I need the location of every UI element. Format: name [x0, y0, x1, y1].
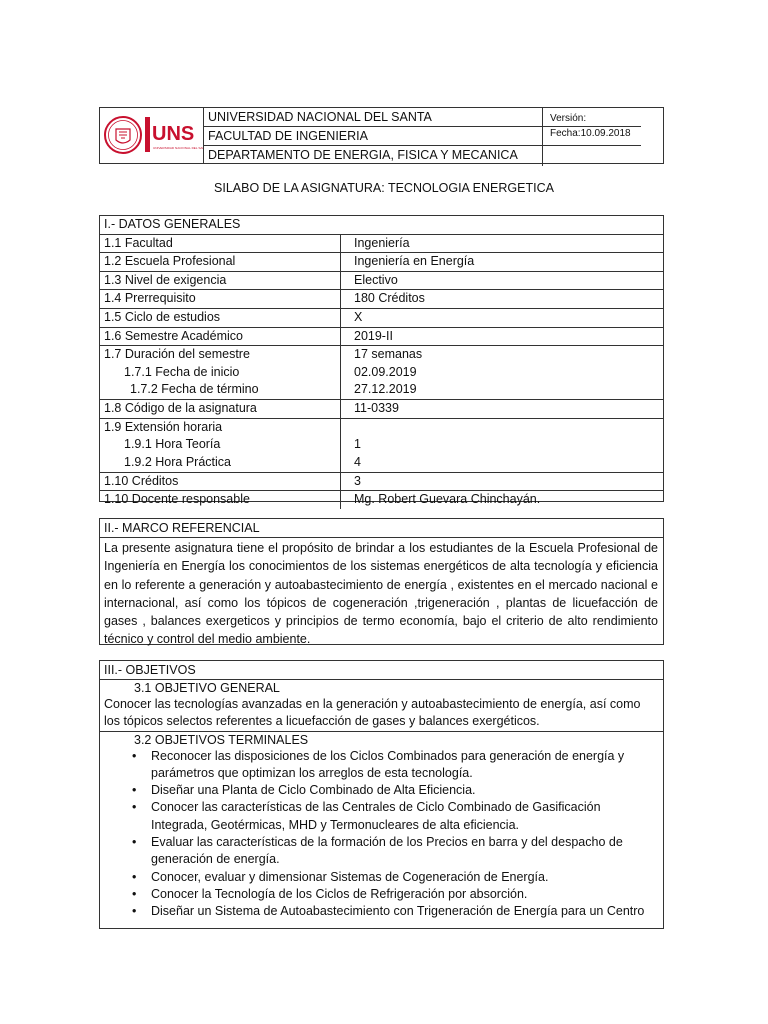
row-value: X [354, 309, 363, 324]
duration-label: 1.7 Duración del semestre [104, 347, 250, 362]
row-value: Electivo [354, 272, 398, 287]
table-row [100, 253, 663, 272]
objetivos-section [99, 660, 664, 929]
section-heading: I.- DATOS GENERALES [100, 216, 663, 235]
objectives-list [100, 748, 663, 921]
table-row [100, 473, 663, 492]
list-item: • Conocer, evaluar y dimensionar Sistemas de Cogeneración de Energía. [151, 869, 663, 886]
svg-text:UNS: UNS [152, 123, 195, 145]
general-data-table [99, 215, 664, 507]
list-item: • Diseñar una Planta de Ciclo Combinado de Alta Eficiencia. [151, 782, 663, 799]
general-objective-text: Conocer las tecnologías avanzadas en la generación y autoabastecimiento de energía, así como los tópicos selectos referentes a licuefacción de gases y balances exergéticos. [104, 697, 641, 729]
theory-hours-label: 1.9.1 Hora Teoría [124, 437, 221, 452]
table-row [100, 328, 663, 347]
start-date-value: 02.09.2019 [354, 364, 417, 379]
svg-text:UNIVERSIDAD NACIONAL DEL SANTA: UNIVERSIDAD NACIONAL DEL SANTA [153, 146, 203, 150]
version-label: Versión: [550, 113, 587, 124]
list-item: • Reconocer las disposiciones de los Ciclos Combinados para generación de energía y parámetros que optimizan los arreglos de esta tecnología. [132, 748, 625, 780]
bullet-icon: • [132, 783, 137, 798]
bullet-icon: • [132, 869, 137, 884]
row-label: 1.10 Créditos [100, 473, 341, 491]
list-item: • Conocer las características de las Centrales de Ciclo Combinado de Gasificación Integrada, Geotérmicas, MHD y Termonucleares de alta eficiencia. [132, 800, 601, 832]
row-value: 11-0339 [354, 401, 399, 416]
row-value [346, 346, 663, 399]
table-row [100, 419, 663, 473]
bullet-icon: • [132, 904, 137, 919]
marco-referencial-section [99, 518, 664, 645]
row-value: 2019-II [354, 328, 393, 343]
hours-label: 1.9 Extensión horaria [104, 419, 223, 434]
start-date-label: 1.7.1 Fecha de inicio [124, 364, 240, 379]
row-label: 1.1 Facultad [100, 235, 341, 253]
bullet-icon: • [132, 748, 137, 763]
row-label [100, 346, 341, 399]
uns-seal-icon [100, 108, 203, 163]
version-block [542, 108, 663, 166]
date-label: Fecha:10.09.2018 [550, 128, 631, 139]
theory-hours-value: 1 [354, 437, 361, 452]
row-label: 1.4 Prerrequisito [100, 290, 341, 308]
table-row [100, 491, 663, 509]
duration-value: 17 semanas [354, 347, 423, 362]
department-name: DEPARTAMENTO DE ENERGIA, FISICA Y MECANICA [208, 148, 518, 162]
row-value: 180 Créditos [354, 291, 425, 306]
practice-hours-value: 4 [354, 454, 361, 469]
bullet-icon: • [132, 800, 137, 815]
row-value [346, 419, 663, 472]
row-value: Ingeniería [354, 235, 410, 250]
row-label: 1.2 Escuela Profesional [100, 253, 341, 271]
practice-hours-label: 1.9.2 Hora Práctica [124, 454, 231, 469]
table-row [100, 309, 663, 328]
end-date-label: 1.7.2 Fecha de término [130, 382, 259, 397]
row-label [100, 419, 341, 472]
table-row [100, 346, 663, 400]
university-logo [100, 108, 204, 163]
table-row [100, 272, 663, 291]
end-date-value: 27.12.2019 [354, 382, 417, 397]
table-row [100, 400, 663, 419]
university-name: UNIVERSIDAD NACIONAL DEL SANTA [204, 108, 641, 127]
section-paragraph: La presente asignatura tiene el propósito de brindar a los estudiantes de la Escuela Profesional de Ingeniería en Energía los conocimientos de los sistemas energéticos de alta tecnología y eficiencia en lo referente a generación y autoabastecimiento de energía , existentes en el mercado nacional e internacional, así como los tópicos de cogeneración ,trigeneración , plantas de licuefacción de gases , balances exergeticos y principios de termo economía, bajo el criterio de alto rendimiento técnico y control del medio ambiente. [104, 541, 658, 647]
list-item: • Diseñar un Sistema de Autoabastecimiento con Trigeneración de Energía para un Centro [151, 903, 663, 920]
row-label: 1.3 Nivel de exigencia [100, 272, 341, 290]
bullet-icon: • [132, 886, 137, 901]
row-value: 3 [354, 473, 361, 488]
section-heading: II.- MARCO REFERENCIAL [100, 519, 663, 538]
row-label: 1.10 Docente responsable [100, 491, 341, 509]
table-row [100, 235, 663, 254]
list-item: • Evaluar las características de la formación de los Precios en barra y del despacho de generación de energía. [132, 835, 623, 867]
faculty-name: FACULTAD DE INGENIERIA [204, 127, 641, 146]
row-value: Mg. Robert Guevara Chinchayán. [354, 492, 541, 507]
bullet-icon: • [132, 835, 137, 850]
list-item: • Conocer la Tecnología de los Ciclos de Refrigeración por absorción. [151, 886, 663, 903]
row-label: 1.5 Ciclo de estudios [100, 309, 341, 327]
section-heading: III.- OBJETIVOS [100, 661, 663, 680]
row-value: Ingeniería en Energía [354, 254, 475, 269]
document-title: SILABO DE LA ASIGNATURA: TECNOLOGIA ENERGETICA [214, 181, 554, 195]
table-row [100, 290, 663, 309]
subsection-heading: 3.1 OBJETIVO GENERAL [134, 681, 280, 695]
document-header [99, 107, 664, 164]
row-label: 1.8 Código de la asignatura [100, 400, 341, 418]
row-label: 1.6 Semestre Académico [100, 328, 341, 346]
subsection-heading: 3.2 OBJETIVOS TERMINALES [134, 732, 309, 747]
